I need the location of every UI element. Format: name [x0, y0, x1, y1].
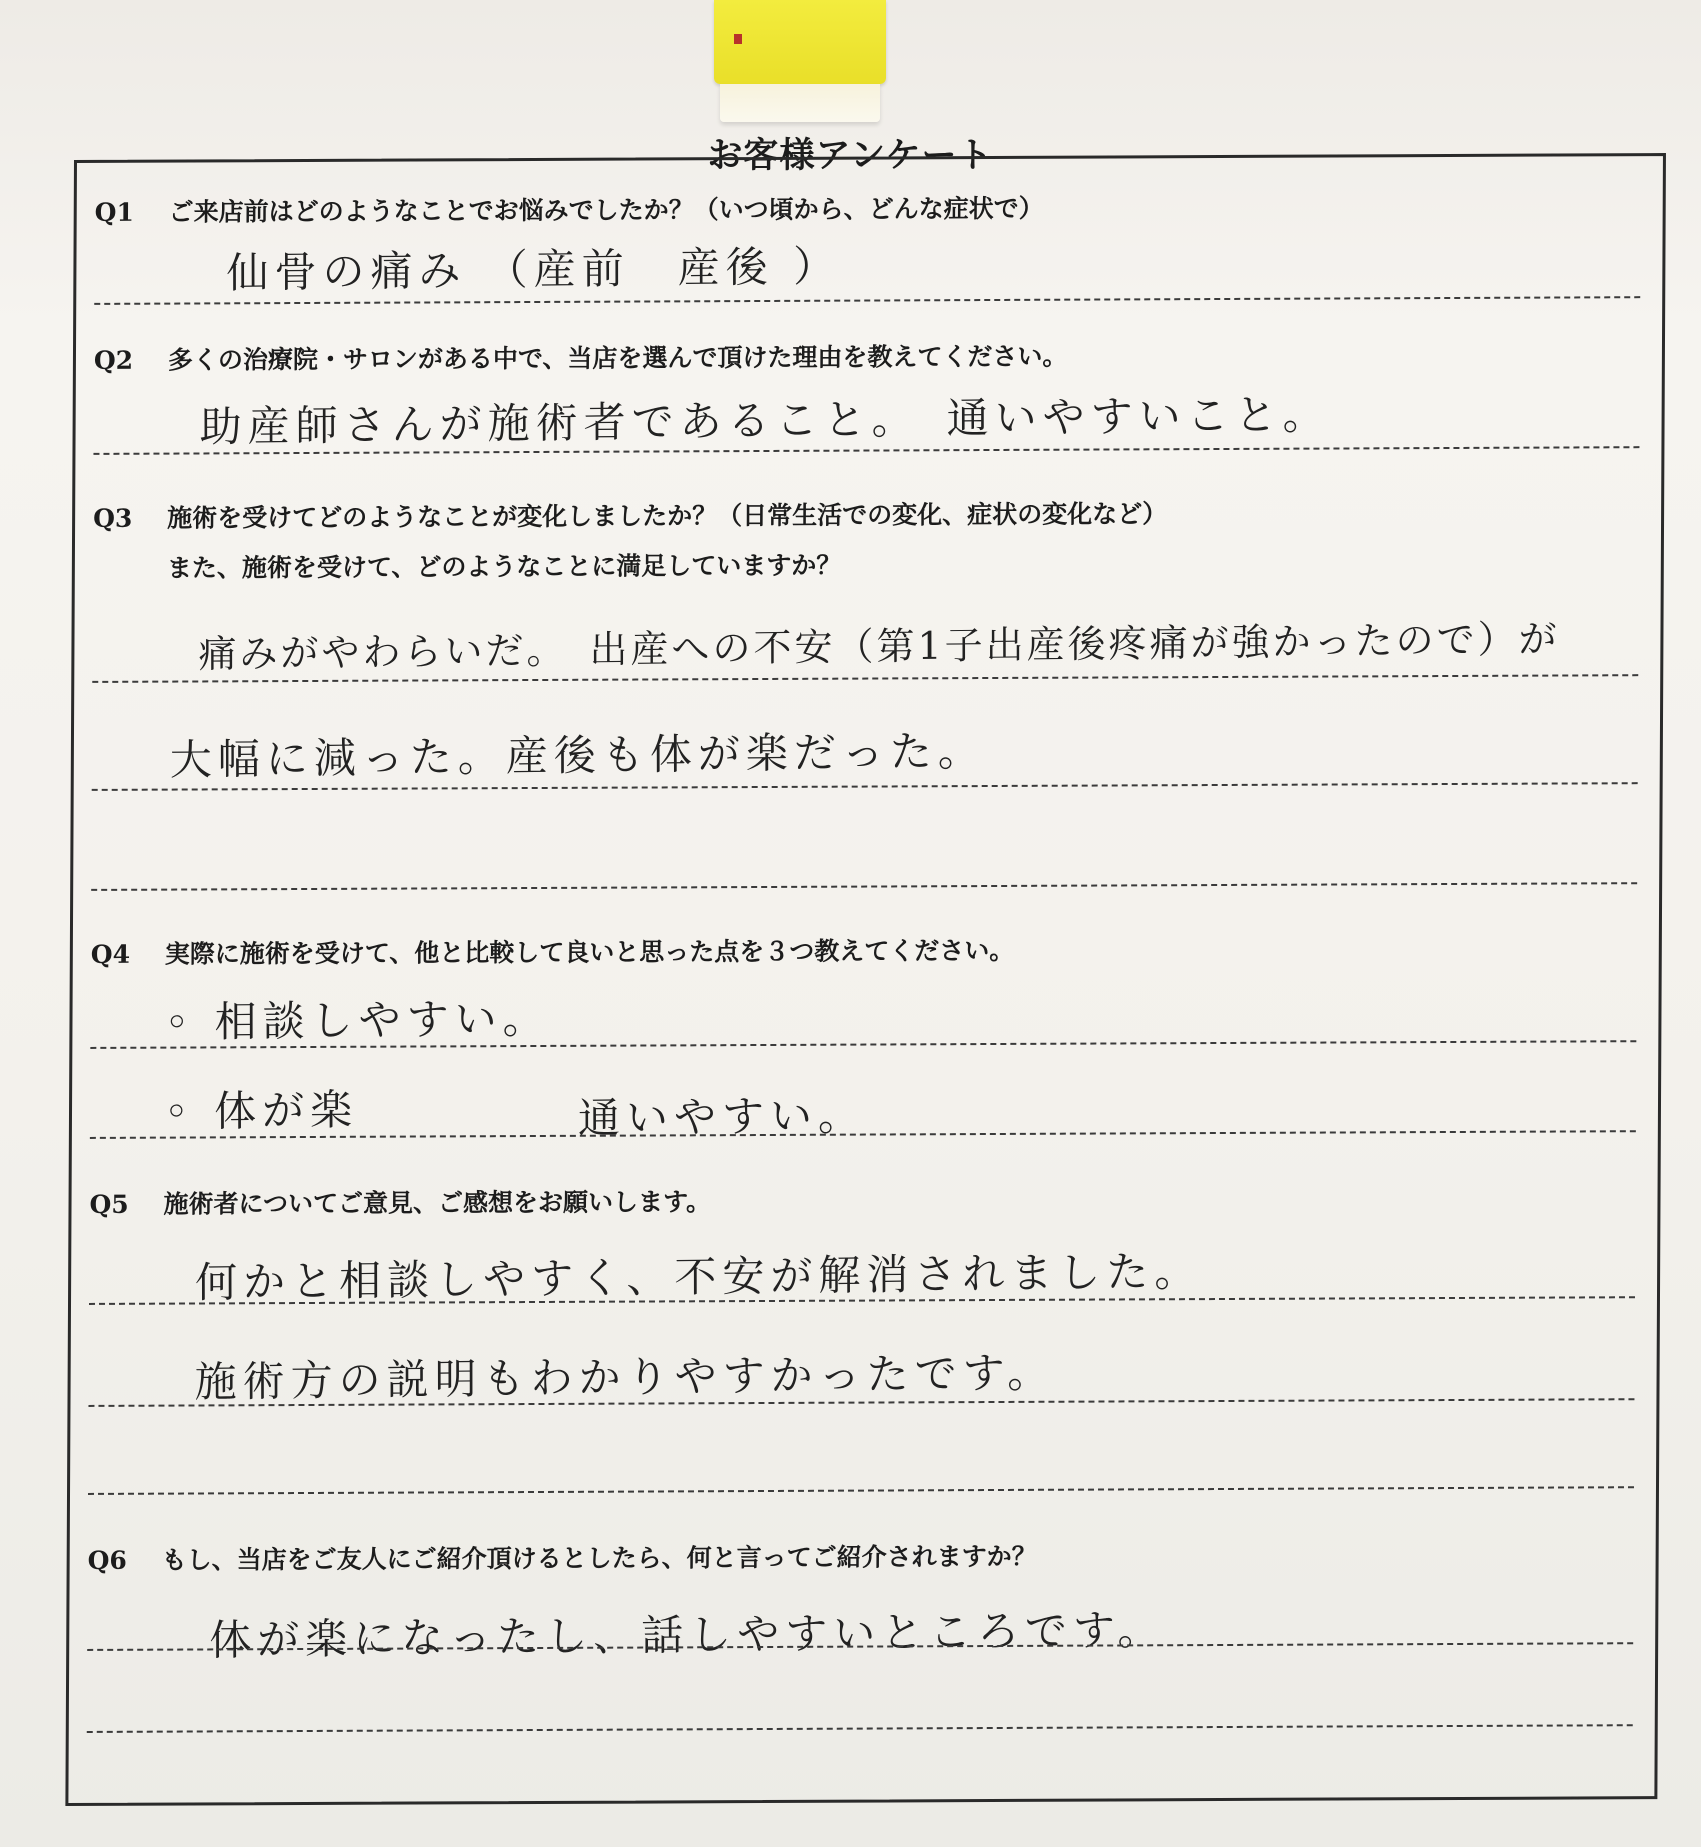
- question-number: Q2: [93, 345, 134, 375]
- answer-q4-line2: ◦ 体が楽: [163, 1085, 359, 1137]
- question-q3: [93, 494, 1167, 535]
- survey-form: [65, 153, 1666, 1806]
- question-q3-subtext: また、施術を受けて、どのようなことに満足していますか？: [166, 550, 842, 583]
- question-text: 実際に施術を受けて、他と比較して良いと思った点を３つ教えてください。: [164, 935, 1015, 969]
- question-q6: [88, 1537, 1037, 1577]
- answer-q4-line2b: 通いやすい。: [577, 1090, 867, 1143]
- question-q4: [91, 931, 1015, 971]
- answer-q5-line1: 何かと相談しやすく、不安が解消されました。: [195, 1246, 1203, 1308]
- question-q5: [89, 1182, 711, 1221]
- clip-lip: [720, 84, 880, 122]
- answer-q3-line2: 大幅に減った。産後も体が楽だった。: [169, 726, 986, 785]
- answer-line: [87, 1724, 1633, 1733]
- question-number: Q3: [93, 503, 133, 533]
- answer-q4-line1: ◦ 相談しやすい。: [164, 993, 551, 1047]
- question-text: もし、当店をご友人にご紹介頂けるとしたら、何と言ってご紹介されますか？: [161, 1541, 1037, 1575]
- question-q2: [94, 337, 1068, 377]
- question-number: Q4: [90, 939, 131, 969]
- answer-q1-line1: 仙骨の痛み （産前 産後 ）: [226, 241, 842, 298]
- answer-q3-line1: 痛みがやわらいだ。 出産への不安（第1子出産後疼痛が強かったので）が: [198, 616, 1560, 677]
- question-number: Q1: [94, 197, 134, 227]
- question-text: ご来店前はどのようなことでお悩みでしたか？（いつ頃から、どんな症状で）: [168, 193, 1044, 227]
- question-text: 多くの治療院・サロンがある中で、当店を選んで頂けた理由を教えてください。: [167, 341, 1068, 375]
- clip-mark: [734, 34, 742, 44]
- survey-title: お客様アンケート: [707, 136, 994, 176]
- question-text: 施術者についてご意見、ご感想をお願いします。: [163, 1187, 712, 1219]
- question-number: Q5: [89, 1189, 129, 1219]
- question-q1: [95, 189, 1044, 229]
- question-text: 施術を受けてどのようなことが変化しましたか？（日常生活での変化、症状の変化など）: [167, 499, 1168, 533]
- question-number: Q6: [87, 1545, 127, 1575]
- answer-q5-line2: 施術方の説明もわかりやすかったです。: [194, 1347, 1056, 1407]
- answer-line: [88, 1486, 1634, 1495]
- binder-clip: [714, 0, 886, 122]
- answer-line: [91, 882, 1637, 891]
- answer-q2-line1: 助産師さんが施術者であること。 通いやすいこと。: [199, 389, 1331, 452]
- clip-body: [714, 0, 886, 84]
- answer-q6-line1: 体が楽になったし、話しやすいところです。: [209, 1604, 1166, 1665]
